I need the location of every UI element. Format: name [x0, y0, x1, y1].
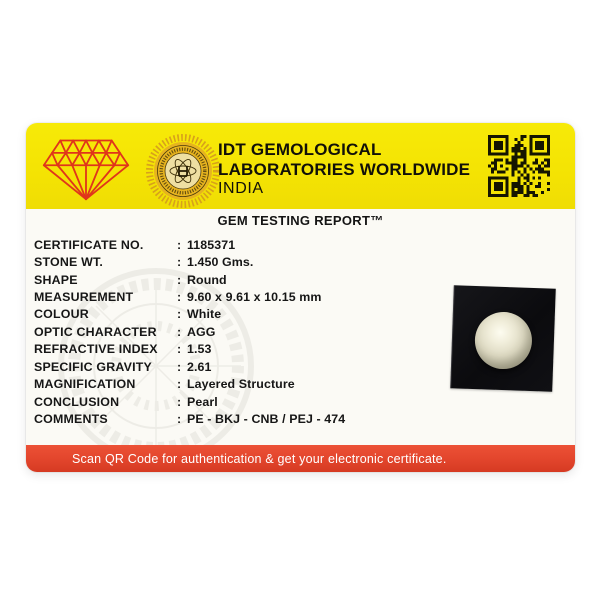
colon-separator: :: [177, 412, 182, 427]
table-row: [34, 358, 454, 375]
field-value: White: [187, 307, 222, 322]
field-value: 9.60 x 9.61 x 10.15 mm: [187, 290, 322, 305]
field-value: 1185371: [187, 237, 236, 252]
field-label: COMMENTS: [34, 412, 108, 427]
colon-separator: :: [177, 237, 182, 252]
field-value: 1.53: [187, 342, 212, 357]
table-row: [34, 236, 454, 253]
table-row: [34, 376, 454, 393]
field-label: MAGNIFICATION: [34, 377, 136, 392]
brand-name: [218, 140, 470, 199]
table-row: [34, 271, 454, 288]
field-label: OPTIC CHARACTER: [34, 324, 157, 339]
specimen-photo: [450, 285, 556, 391]
field-label: REFRACTIVE INDEX: [34, 342, 158, 357]
footer-text: Scan QR Code for authentication & get your electronic certificate.: [72, 451, 447, 466]
field-label: MEASUREMENT: [34, 290, 134, 305]
colon-separator: :: [177, 359, 182, 374]
idt-seal-icon: [145, 133, 221, 209]
colon-separator: :: [177, 377, 182, 392]
field-label: CONCLUSION: [34, 394, 120, 409]
table-row: [34, 341, 454, 358]
footer-bar: [26, 445, 575, 472]
colon-separator: :: [177, 290, 182, 305]
field-label: SPECIFIC GRAVITY: [34, 359, 152, 374]
brand-line-2: LABORATORIES WORLDWIDE: [218, 159, 471, 179]
table-row: [34, 288, 454, 305]
colon-separator: :: [177, 342, 182, 357]
field-label: SHAPE: [34, 272, 78, 287]
certificate-card: [26, 123, 575, 472]
table-row: [34, 323, 454, 340]
field-value: Layered Structure: [187, 377, 295, 392]
colon-separator: :: [177, 307, 182, 322]
brand-line-1: IDT GEMOLOGICAL: [218, 140, 382, 159]
field-label: STONE WT.: [34, 255, 104, 270]
brand-line-3: INDIA: [218, 180, 264, 197]
field-value: 2.61: [187, 359, 212, 374]
table-row: [34, 253, 454, 270]
field-value: Pearl: [187, 394, 218, 409]
pearl-image: [474, 311, 533, 370]
colon-separator: :: [177, 324, 182, 339]
table-row: [34, 393, 454, 410]
table-row: [34, 306, 454, 323]
colon-separator: :: [177, 272, 182, 287]
header-band: [26, 123, 575, 209]
qr-code: [488, 135, 550, 197]
field-label: CERTIFICATE NO.: [34, 237, 144, 252]
diamond-logo-icon: [40, 135, 132, 201]
field-value: 1.450 Gms.: [187, 255, 254, 270]
field-value: Round: [187, 272, 227, 287]
field-label: COLOUR: [34, 307, 89, 322]
field-value: AGG: [187, 324, 216, 339]
field-value: PE - BKJ - CNB / PEJ - 474: [187, 412, 346, 427]
report-table: [34, 236, 454, 428]
report-title: GEM TESTING REPORT™: [217, 213, 384, 228]
table-row: [34, 410, 454, 427]
colon-separator: :: [177, 255, 182, 270]
colon-separator: :: [177, 394, 182, 409]
